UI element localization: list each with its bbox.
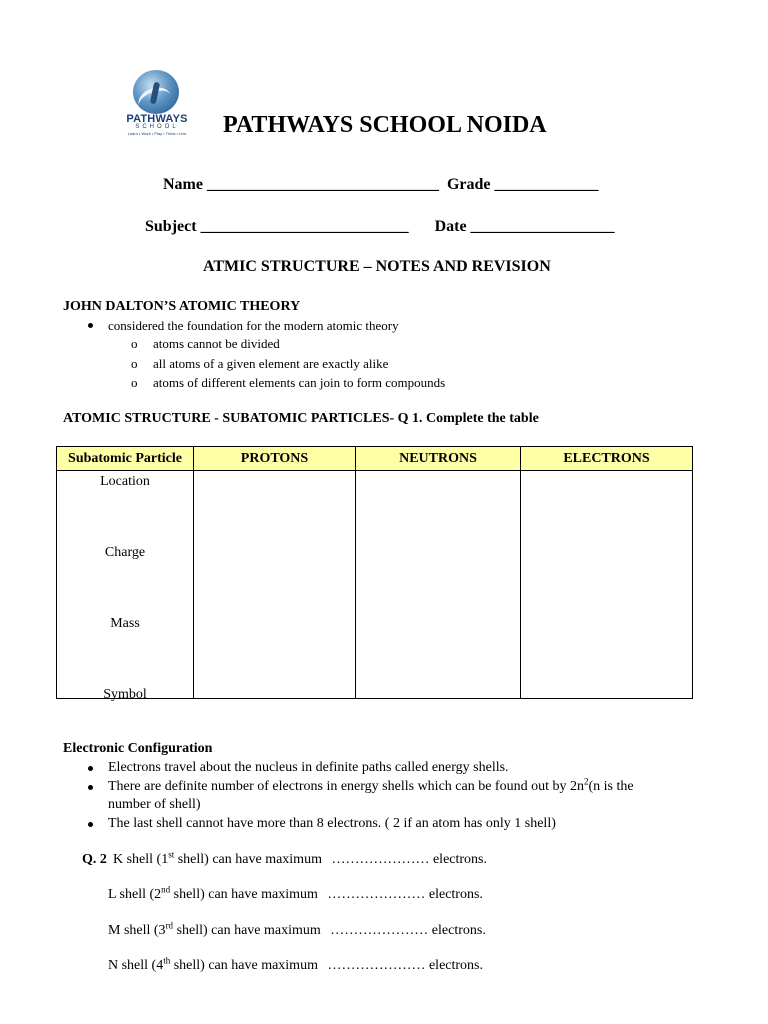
- bullet-icon: [88, 785, 93, 790]
- row-label-location: Location: [100, 474, 150, 489]
- protons-answer-cell[interactable]: [194, 471, 356, 699]
- date-blank[interactable]: __________________: [470, 218, 615, 235]
- config-bullet-2-text-end: (n is the: [588, 779, 634, 794]
- row-labels-cell: [57, 471, 194, 702]
- dalton-heading: JOHN DALTON’S ATOMIC THEORY: [63, 299, 301, 314]
- dalton-bullet: considered the foundation for the modern atomic theory: [108, 318, 399, 333]
- q2-text: K shell (1: [113, 852, 169, 867]
- config-bullet-1: Electrons travel about the nucleus in definite paths called energy shells.: [108, 760, 509, 775]
- superscript: st: [168, 849, 175, 860]
- q2-end: electrons.: [428, 958, 483, 973]
- config-bullet-3: The last shell cannot have more than 8 electrons. ( 2 if an atom has only 1 shell): [108, 816, 556, 831]
- name-blank[interactable]: _____________________________: [206, 176, 439, 193]
- table-header-cell: ELECTRONS: [521, 447, 693, 471]
- q2-line-k: [113, 849, 487, 868]
- bullet-icon: [88, 822, 93, 827]
- row-label-mass: Mass: [110, 616, 140, 631]
- q2-end: electrons.: [431, 923, 486, 938]
- q2-text: M shell (3: [108, 923, 166, 938]
- subatomic-heading-q: Q 1. Complete the table: [397, 411, 539, 426]
- subject-label: Subject: [145, 218, 197, 235]
- superscript: th: [163, 955, 171, 966]
- neutrons-answer-cell[interactable]: [356, 471, 521, 699]
- config-heading: Electronic Configuration: [63, 741, 213, 756]
- q2-line-n: [108, 955, 483, 974]
- q2-line-m: [108, 920, 486, 939]
- subatomic-heading: [63, 411, 539, 427]
- grade-blank[interactable]: _____________: [494, 176, 599, 193]
- subatomic-heading-main: ATOMIC STRUCTURE - SUBATOMIC PARTICLES-: [63, 411, 398, 426]
- date-label: Date: [434, 218, 467, 235]
- table-header-cell: PROTONS: [194, 447, 356, 471]
- table-header-cell: NEUTRONS: [356, 447, 521, 471]
- name-row: [163, 176, 599, 194]
- q2-text: shell) can have maximum: [170, 958, 318, 973]
- table-row: [57, 471, 693, 699]
- q2-label: Q. 2: [82, 852, 107, 867]
- dalton-sub-item: atoms of different elements can join to form compounds: [153, 375, 446, 390]
- config-bullet-2-cont: number of shell): [108, 797, 201, 812]
- answer-blank[interactable]: …………………: [327, 887, 426, 902]
- superscript: 2: [583, 776, 589, 787]
- page-title: ATMIC STRUCTURE – NOTES AND REVISION: [203, 258, 551, 275]
- school-logo: [116, 70, 198, 136]
- q2-end: electrons.: [428, 887, 483, 902]
- config-bullet-2: [108, 776, 634, 795]
- sub-marker: o: [131, 375, 138, 390]
- logo-sub: SCHOOL: [135, 124, 179, 130]
- row-label-symbol: Symbol: [103, 687, 147, 702]
- dalton-sub-item: atoms cannot be divided: [153, 336, 280, 351]
- sub-marker: o: [131, 356, 138, 371]
- q2-line-l: [108, 884, 483, 903]
- bullet-icon: [88, 323, 93, 328]
- dalton-sub-item: all atoms of a given element are exactly alike: [153, 356, 389, 371]
- row-label-charge: Charge: [104, 545, 146, 560]
- answer-blank[interactable]: …………………: [331, 852, 430, 867]
- q2-text: L shell (2: [108, 887, 162, 902]
- logo-brand: PATHWAYS: [126, 113, 188, 125]
- q2-text: shell) can have maximum: [170, 887, 318, 902]
- answer-blank[interactable]: …………………: [330, 923, 429, 938]
- table-header-cell: Subatomic Particle: [57, 447, 194, 471]
- logo-tagline: Learn • Work • Play • Think • Live: [127, 131, 187, 136]
- q2-text: shell) can have maximum: [174, 852, 322, 867]
- sub-marker: o: [131, 336, 138, 351]
- bullet-icon: [88, 766, 93, 771]
- school-name: PATHWAYS SCHOOL NOIDA: [223, 112, 547, 138]
- q2-text: shell) can have maximum: [173, 923, 321, 938]
- table-header-row: [57, 447, 693, 471]
- name-label: Name: [163, 176, 203, 193]
- q2-end: electrons.: [432, 852, 487, 867]
- q2-text: N shell (4: [108, 958, 164, 973]
- subject-row: [145, 218, 615, 236]
- grade-label: Grade: [446, 176, 491, 193]
- subatomic-table: [56, 446, 693, 702]
- superscript: rd: [165, 920, 174, 931]
- answer-blank[interactable]: …………………: [327, 958, 426, 973]
- config-bullet-2-text: There are definite number of electrons in energy shells which can be found out by 2n: [108, 779, 584, 794]
- superscript: nd: [161, 884, 171, 895]
- electrons-answer-cell[interactable]: [521, 471, 693, 699]
- subject-blank[interactable]: __________________________: [200, 218, 409, 235]
